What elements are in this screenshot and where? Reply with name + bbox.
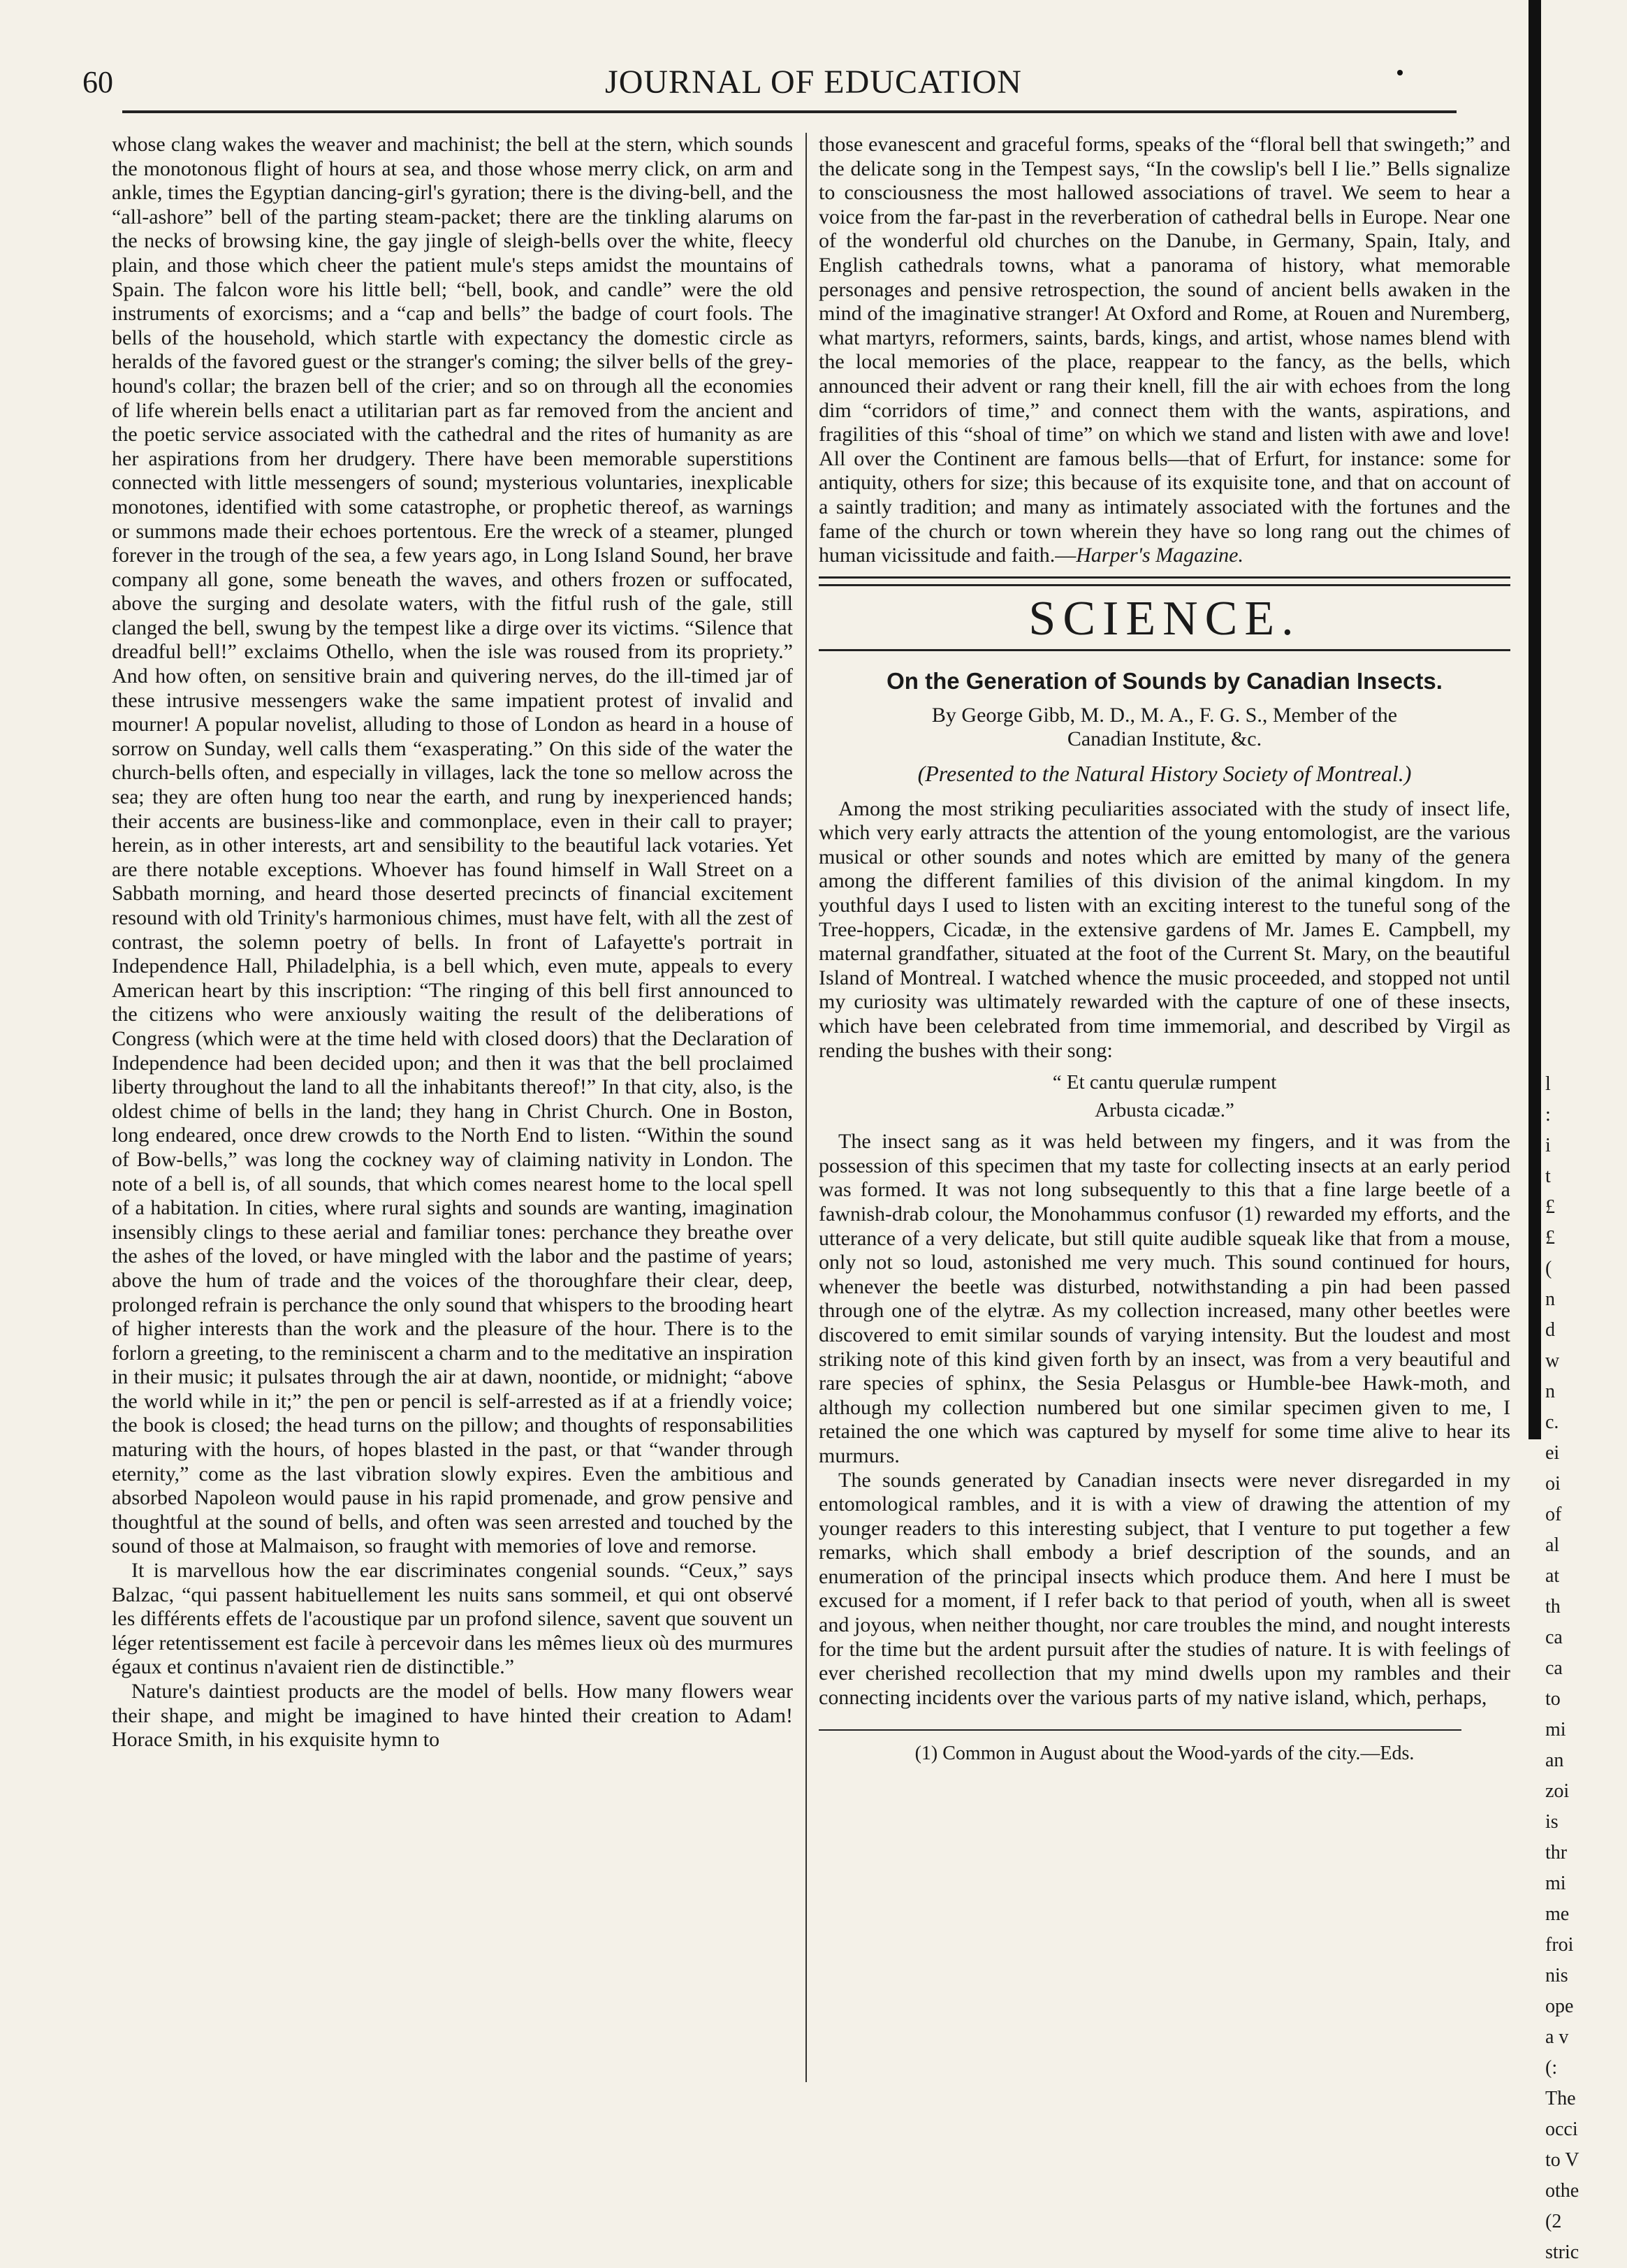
continuation-text: those evanescent and graceful forms, speaks of the “floral bell that swingeth;” and the delicate song in the Tempest says, “In the cowslip's bell I lie.” Bells signalize to consciousness the most hallowed associations of travel. We seem to hear a voice from the far-past in the reverberation of cathedral bells in Europe. Near one of the wonderful old churches on the Danube, in Germany, Spain, Italy, and English cathedrals towns, what a panorama of history, what memorable personages and pensive retrospection, the sound of ancient bells awaken in the mind of the imaginative stranger! At Oxford and Rome, at Rouen and Nuremberg, what martyrs, reformers, saints, bards, kings, and artist, whose names blend with the local memories of the place, reappear to the fancy, as the bells, which announced their advent or rang their knell, fill the air with echoes from the long dim “corridors of time,” and connect them with the wants, aspirations, and fragilities of this “shoal of time” on which we stand and listen with awe and love! All over the Continent are famous bells—that of Erfurt, for instance: some for antiquity, others for size; this because of its exquisite tone, and that on account of a saintly tradition; and many as intimately associated with the fortunes and the fame of the church or town wherein they have so long rang out the chimes of human vicissitude and faith.— <box>819 133 1510 567</box>
continuation-paragraph <box>819 133 1510 568</box>
running-title: JOURNAL OF EDUCATION <box>605 64 1022 101</box>
margin-fragment: w <box>1545 1350 1560 1372</box>
page-number: 60 <box>82 65 113 99</box>
paragraph: Among the most striking peculiarities associated with the study of insect life, which very early attracts the attention of the young entomologist, are the various musical or other sounds and notes which are emitted by many of the genera among the different families of this division of the animal kingdom. In my youthful days I used to listen with an exciting interest to the tuneful song of the Tree-hoppers, Cicadæ, in the extensive gardens of Mr. James E. Campbell, my maternal grandfather, situated at the foot of the Current St. Mary, on the beautiful Island of Montreal. I watched whence the music proceeded, and stopped not until my curiosity was ultimately rewarded with the capture of one of these insects, which have been celebrated from time immemorial, and described by Virgil as rending the bushes with their song: <box>819 797 1510 1062</box>
margin-fragment: froi <box>1545 1934 1574 1956</box>
quote-line: Arbusta cicadæ.” <box>1095 1099 1234 1122</box>
margin-fragment: a v <box>1545 2026 1569 2048</box>
footnote: (1) Common in August about the Wood-yards of the city.—Eds. <box>914 1743 1415 1765</box>
header-rule <box>122 110 1457 113</box>
margin-fragment: n <box>1545 1288 1555 1310</box>
margin-fragment: me <box>1545 1903 1570 1925</box>
right-column <box>819 133 1510 1766</box>
margin-fragment: oi <box>1545 1473 1561 1495</box>
margin-fragment: £ <box>1545 1227 1555 1249</box>
article-title: On the Generation of Sounds by Canadian Insects. <box>887 668 1443 695</box>
margin-fragment: ca <box>1545 1657 1563 1679</box>
paragraph: The sounds generated by Canadian insects were never disregarded in my entomological rambles, and it is with a view of drawing the attention of my younger readers to this interesting subject, that I venture to put together a few remarks, which shall embody a brief description of the sounds, and an enumeration of the principal insects which produce them. And here I must be excused for a moment, if I refer back to that period of youth, when all is sweet and joyous, when neither thought, nor care troubles the mind, and nought interests for the time but the ardent pursuit after the studies of nature. It is with feelings of ever cherished recollection that my mind dwells upon my rambles and their connecting incidents over the various parts of my native island, which, perhaps, <box>819 1468 1510 1709</box>
margin-fragment: l <box>1545 1073 1551 1095</box>
margin-fragment: th <box>1545 1596 1561 1618</box>
margin-fragment: ope <box>1545 1996 1574 2017</box>
margin-fragment: : <box>1545 1104 1551 1126</box>
binding-edge-bar <box>1528 0 1541 1439</box>
margin-fragment: is <box>1545 1811 1559 1833</box>
margin-fragment: ca <box>1545 1627 1563 1648</box>
margin-fragment: mi <box>1545 1873 1566 1894</box>
paragraph: whose clang wakes the weaver and machinist; the bell at the stern, which sounds the monotonous flight of hours at sea, and those whose merry click, on arm and ankle, times the Egyptian dancing-girl's gyration; there is the diving-bell, and the “all-ashore” bell of the parting steam-packet; there are the tinkling alarums on the necks of browsing kine, the gay jingle of sleigh-bells over the white, fleecy plain, and those which cheer the patient mule's steps amidst the mountains of Spain. The falcon wore his little bell; “bell, book, and candle” were the old instruments of exorcisms; and a “cap and bells” the badge of court fools. The bells of the household, which startle with expectancy the domestic circle as heralds of the favored guest or the stranger's coming; the silver bells of the grey-hound's collar; the brazen bell of the crier; and so on through all the economies of life wherein bells enact a utilitarian part as far removed from the ancient and the poetic service associated with the cathedral and the rites of humanity as are her aspirations from her drudgery. There have been memorable superstitions connected with little messengers of sound; mysterious voluntaries, inexplicable monotones, identified with some catastrophe, or prophetic thereof, as warnings or summons made their echoes portentous. Ere the wreck of a steamer, plunged forever in the trough of the sea, a few years ago, in Long Island Sound, her brave company all gone, some beneath the waves, and others frozen or suffocated, above the surging and desolate waters, with the fitful rush of the gale, still clanged the bell, swung by the tempest like a dirge over its victims. “Silence that dreadful bell!” exclaims Othello, when the isle was roused from its propriety.” And how often, on sensitive brain and quivering nerves, do the ill-timed jar of these intrusive messengers wake the same impatient protest of invalid and mourner! A popular novelist, alluding to those of London as heard in a house of sorrow on Sunday, well calls them “exasperating.” On this side of the water the church-bells often, and especially in villages, lack the tone so mellow across the sea; they are often hung too near the earth, and rung by inexperienced hands; their accents are business-like and commonplace, even in their call to prayer; herein, as in other interests, art and sensibility to the beautiful lack votaries. Yet are there notable exceptions. Whoever has found himself in Wall Street on a Sabbath morning, and heard those deserted precincts of financial excitement resound with old Trinity's harmonious chimes, must have felt, with all the zest of contrast, the solemn poetry of bells. In front of Lafayette's portrait in Independence Hall, Philadelphia, is a bell which, even mute, appeals to every American heart by this inscription: “The ringing of this bell first announced to the citizens who were anxiously waiting the result of the deliberations of Congress (which were at the time held with closed doors) that the Declaration of Independence had been decided upon; and then it was that the bell proclaimed liberty throughout the land to all the inhabitants thereof!” In that city, also, is the oldest chime of bells in the land; they hang in Christ Church. One in Boston, long endeared, once drew crowds to the North End to listen. “Within the sound of Bow-bells,” was long the cockney way of claiming nativity in London. The note of a bell is, of all sounds, that which comes nearest home to the local spell of a habitation. In cities, where rural sights and sounds are wanting, imagination insensibly clings to these aerial and familiar tones: perchance they breathe over the ashes of the loved, or have mingled with the labor and the pastime of years; above the hum of trade and the voices of the thoroughfare their clear, deep, prolonged refrain is perchance the only sound that whispers to the brooding heart of higher interests than the work and the pleasure of the hour. There is to the forlorn a greeting, to the reminiscent a charm and to the meditative an inspiration in their music; it pulsates through the air at dawn, noontide, or midnight; “above the world while in it;” the pen or pencil is self-arrested as if at a friendly voice; the book is closed; the head turns on the pillow; and thoughts of responsabilities maturing with the hours, of hopes blasted in the past, or that “wander through eternity,” come as the last vibration slowly expires. Even the ambitious and absorbed Napoleon would pause in his rapid promenade, and grow pensive and thoughtful at the sound of bells, and often was seen arrested and touched by the sound of those at Malmaison, so fraught with memories of love and remorse. <box>112 133 793 1558</box>
continuation-source: Harper's Magazine. <box>1076 544 1244 567</box>
margin-fragment: othe <box>1545 2180 1579 2202</box>
column-divider <box>805 133 807 2082</box>
margin-fragment: £ <box>1545 1196 1555 1218</box>
presented-note: (Presented to the Natural History Society of Montreal.) <box>917 761 1412 787</box>
section-rule <box>819 576 1510 586</box>
paragraph: Nature's daintiest products are the model of bells. How many flowers wear their shape, and might be imagined to have hinted their creation to Adam! Horace Smith, in his exquisite hymn to <box>112 1680 793 1752</box>
byline <box>819 704 1510 752</box>
section-title: SCIENCE. <box>1028 591 1301 646</box>
margin-fragment: t <box>1545 1165 1551 1187</box>
paragraph: It is marvellous how the ear discriminates congenial sounds. “Ceux,” says Balzac, “qui passent habituellement les nuits sans sommeil, et qui ont observé les différents effets de l'acoustique par un profond silence, savent que souvent un léger retentissement est facile à percevoir dans les mêmes lieux où des murmures égaux et continus n'avaient rien de distinctible.” <box>112 1559 793 1679</box>
ink-dot <box>1397 70 1403 75</box>
byline-line: By George Gibb, M. D., M. A., F. G. S., Member of the <box>931 703 1398 727</box>
margin-fragment: mi <box>1545 1719 1566 1740</box>
margin-fragment: (: <box>1545 2057 1558 2079</box>
paragraph: The insect sang as it was held between my fingers, and it was from the possession of this specimen that my taste for collecting insects at an early period was formed. It was not long subsequently to this that a fine large beetle of a fawnish-drab colour, the Monohammus confusor (1) rewarded my efforts, and the utterance of a very delicate, but still quite audible squeak like that from a mouse, only not so loud, astonished me very much. This sound continued for hours, whenever the beetle was disturbed, notwithstanding a pin had been passed through one of the elytræ. As my collection increased, many other beetles were discovered to emit similar sounds of varying intensity. But the loudest and most striking note of this kind given forth by an insect, was from a very beautiful and rare species of sphinx, the Sesia Pelasgus or Humble-bee Hawk-moth, and although my collection numbered but one similar specimen given to me, I retained the one which was captured by myself for some time alive to hear its murmurs. <box>819 1130 1510 1467</box>
margin-fragment: occi <box>1545 2118 1578 2140</box>
margin-fragment: (2 <box>1545 2211 1562 2232</box>
left-column <box>112 133 793 1752</box>
margin-fragment: d <box>1545 1319 1555 1341</box>
section-rule <box>819 649 1510 651</box>
margin-fragment: to <box>1545 1688 1561 1710</box>
byline-line: Canadian Institute, &c. <box>1067 727 1262 751</box>
latin-quote <box>819 1068 1510 1124</box>
margin-fragment: ei <box>1545 1442 1560 1464</box>
margin-fragment: an <box>1545 1750 1564 1771</box>
margin-fragment: to V <box>1545 2149 1579 2171</box>
margin-fragment: i <box>1545 1135 1551 1156</box>
adjacent-page-fragments <box>1545 1069 1622 2268</box>
margin-fragment: at <box>1545 1565 1560 1587</box>
margin-fragment: The <box>1545 2088 1576 2109</box>
margin-fragment: c. <box>1545 1411 1559 1433</box>
margin-fragment: n <box>1545 1381 1555 1402</box>
margin-fragment: al <box>1545 1534 1560 1556</box>
quote-line: “ Et cantu querulæ rumpent <box>1052 1071 1277 1094</box>
margin-fragment: ( <box>1545 1258 1552 1279</box>
margin-fragment: thr <box>1545 1842 1568 1863</box>
margin-fragment: of <box>1545 1504 1562 1525</box>
margin-fragment: nis <box>1545 1965 1568 1986</box>
footnote-rule <box>819 1729 1461 1731</box>
margin-fragment: stric <box>1545 2241 1579 2263</box>
margin-fragment: zoi <box>1545 1780 1570 1802</box>
